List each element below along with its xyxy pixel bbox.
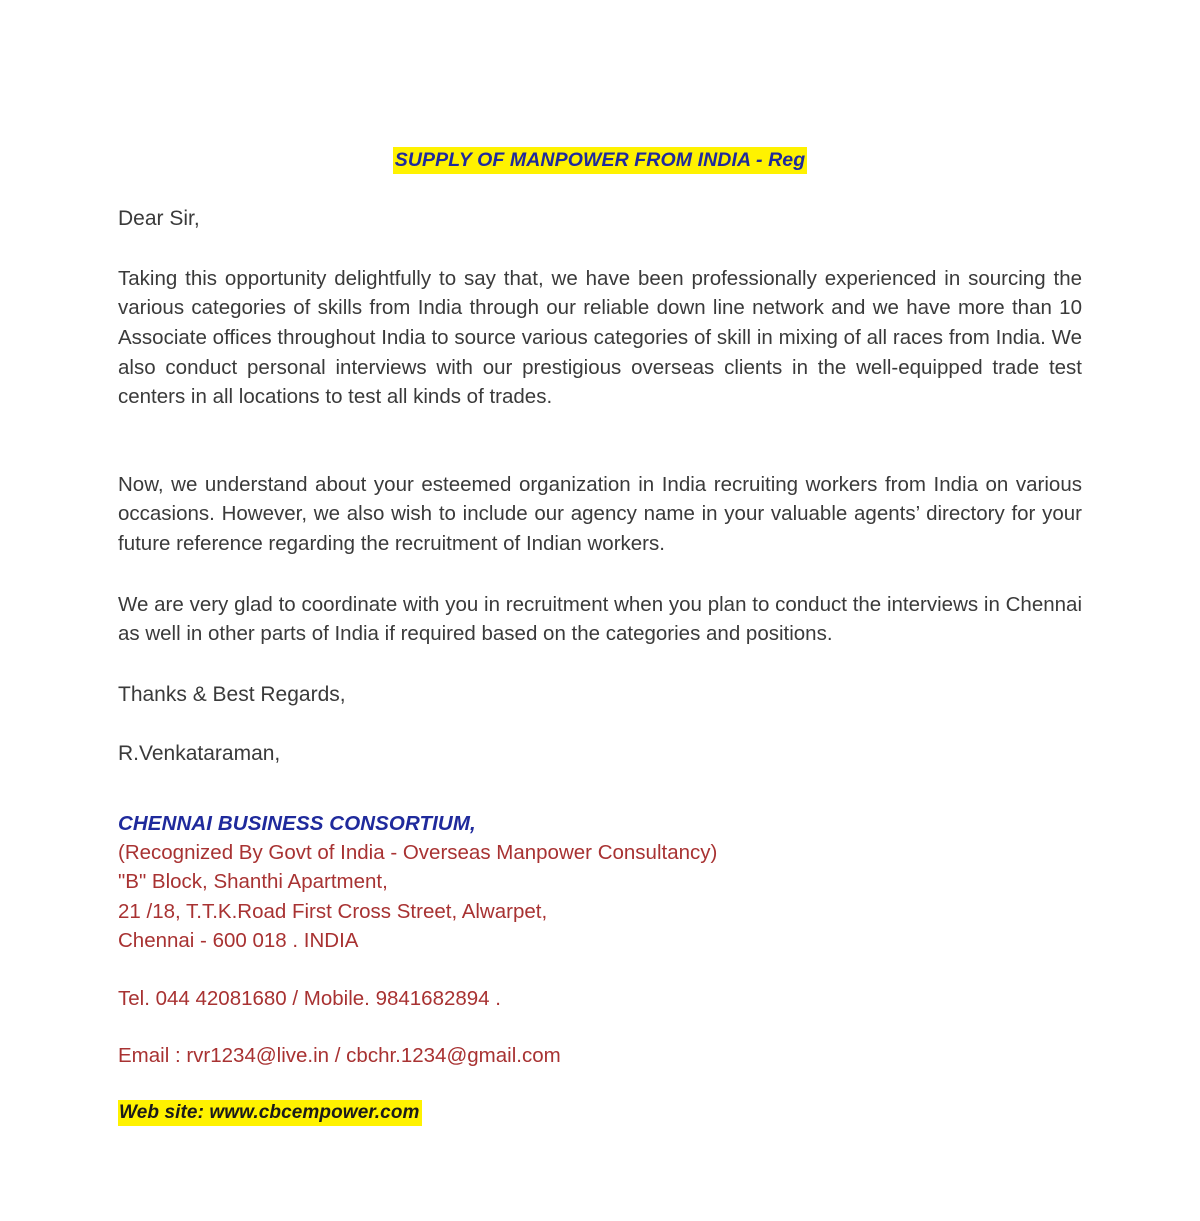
body-paragraph-1: Taking this opportunity delightfully to say that, we have been professionally experienced in sourcing the various categories of skills from India through our reliable down line network and we have more than 10 Associate offices throughout India to source various categories of skill in mixing of all races from India. We also conduct personal interviews with our prestigious overseas clients in the well-equipped trade test centers in all locations to test all kinds of trades. — [118, 266, 1082, 409]
company-website-line — [118, 1102, 1082, 1124]
document-title — [118, 148, 1082, 172]
company-address-line-1: "B" Block, Shanthi Apartment, — [118, 870, 388, 894]
closing-line: Thanks & Best Regards, — [118, 682, 346, 706]
company-telephone: Tel. 044 42081680 / Mobile. 9841682894 . — [118, 986, 501, 1010]
company-address-line-3: Chennai - 600 018 . INDIA — [118, 929, 359, 953]
company-address-line-2: 21 /18, T.T.K.Road First Cross Street, Alwarpet, — [118, 899, 548, 923]
sender-name: R.Venkataraman, — [118, 742, 281, 766]
company-recognition: (Recognized By Govt of India - Overseas Manpower Consultancy) — [118, 840, 718, 864]
company-signature-block — [118, 809, 1082, 1071]
company-name: CHENNAI BUSINESS CONSORTIUM, — [118, 811, 476, 835]
company-website-text: Web site: www.cbcempower.com — [118, 1100, 422, 1126]
document-content — [118, 0, 1082, 1124]
company-email: Email : rvr1234@live.in / cbchr.1234@gmail.com — [118, 1044, 561, 1068]
body-paragraph-3: We are very glad to coordinate with you in recruitment when you plan to conduct the interviews in Chennai as well in other parts of India if required based on the categories and positions. — [118, 592, 1082, 646]
salutation: Dear Sir, — [118, 207, 200, 231]
body-paragraph-2: Now, we understand about your esteemed organization in India recruiting workers from India on various occasions. However, we also wish to include our agency name in your valuable agents’ directory for your future reference regarding the recruitment of Indian workers. — [118, 472, 1082, 555]
document-title-text: SUPPLY OF MANPOWER FROM INDIA - Reg — [393, 147, 807, 174]
